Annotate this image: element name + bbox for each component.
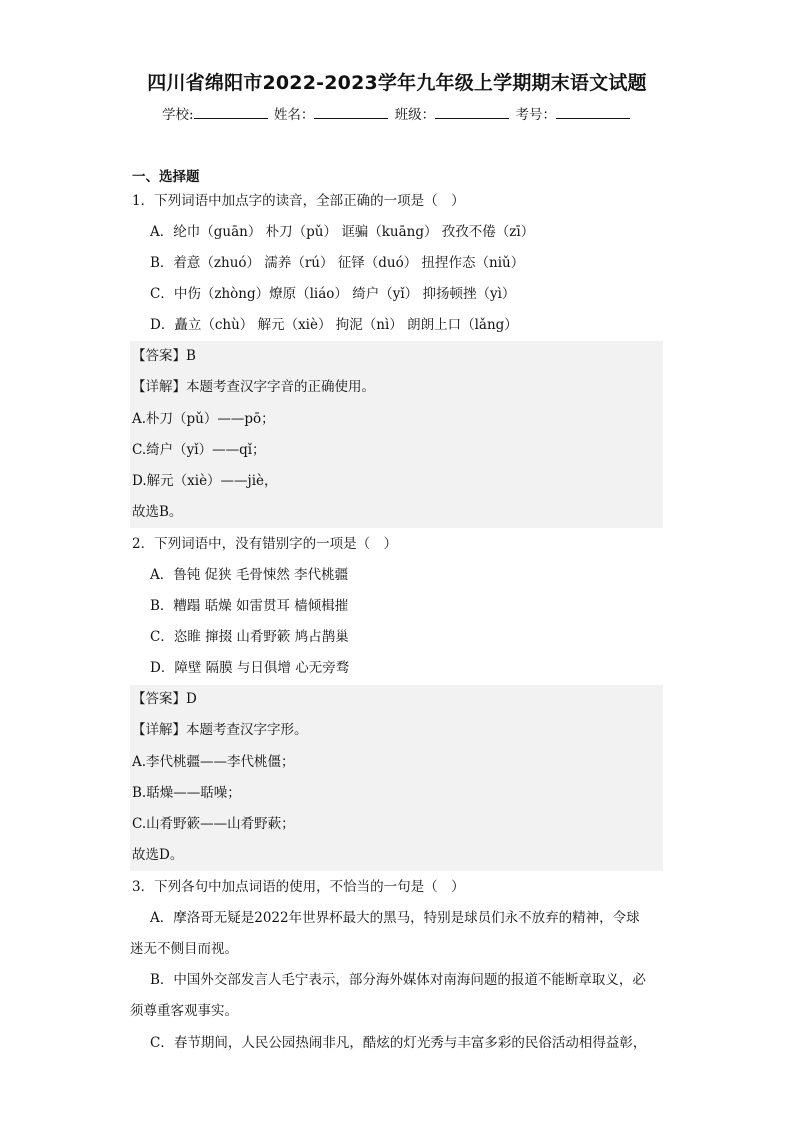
question-2-conclusion: 故选D。 <box>132 847 184 863</box>
question-3-stem: 3．下列各句中加点词语的使用，不恰当的一句是（ ） <box>132 879 465 895</box>
question-2-detail: 【详解】本题考查汉字字形。 <box>132 722 308 738</box>
number-label: 考号： <box>515 107 556 123</box>
question-2-stem: 2．下列词语中，没有错别字的一项是（ ） <box>132 536 398 552</box>
question-2-detail-c: C.山肴野簌——山肴野蔌； <box>132 816 295 832</box>
question-2-option-c: C．恣睢 撺掇 山肴野簌 鸠占鹊巢 <box>150 629 349 645</box>
name-label: 姓名： <box>273 107 315 123</box>
question-2-detail-b: B.聒燥——聒噪； <box>132 785 241 801</box>
question-3-option-b-line2: 须尊重客观事实。 <box>130 1003 238 1019</box>
page-title: 四川省绵阳市2022-2023学年九年级上学期期末语文试题 <box>147 72 647 94</box>
question-2-detail-a: A.李代桃疆——李代桃僵； <box>132 754 295 770</box>
question-3-option-b-line1: B．中国外交部发言人毛宁表示，部分海外媒体对南海问题的报道不能断章取义，必 <box>150 972 646 988</box>
student-info-line <box>0 103 794 123</box>
question-1-answer-box <box>130 341 663 528</box>
question-1-option-d: D．矗立（chù） 解元（xiè） 拘泥（nì） 朗朗上口（lǎng） <box>150 317 518 333</box>
question-1-answer: 【答案】B <box>132 348 196 364</box>
question-2-answer-box <box>130 685 663 871</box>
question-1-option-b: B．着意（zhuó） 濡养（rú） 征铎（duó） 扭捏作态（niǔ） <box>150 255 525 271</box>
question-3-option-c-line1: C．春节期间，人民公园热闹非凡，酷炫的灯光秀与丰富多彩的民俗活动相得益彰， <box>150 1035 647 1051</box>
question-1-stem: 1．下列词语中加点字的读音，全部正确的一项是（ ） <box>132 193 465 209</box>
question-2-answer: 【答案】D <box>132 691 197 707</box>
question-3-option-a-line2: 迷无不侧目而视。 <box>130 941 238 957</box>
question-1-detail-a: A.朴刀（pǔ）——pō； <box>132 411 275 427</box>
class-blank[interactable] <box>435 106 509 119</box>
school-blank[interactable] <box>194 106 268 119</box>
question-1-detail-d: D.解元（xiè）——jiè， <box>132 473 278 489</box>
question-1-detail-c: C.绮户（yǐ）——qǐ； <box>132 442 266 458</box>
question-1-option-c: C．中伤（zhòng）燎原（liáo） 绮户（yǐ） 抑扬顿挫（yì） <box>150 286 516 302</box>
question-1-conclusion: 故选B。 <box>132 504 183 520</box>
question-2-option-d: D．障壁 隔膜 与日俱增 心无旁骛 <box>150 660 350 676</box>
section-heading: 一、选择题 <box>132 169 200 185</box>
question-3-option-a-line1: A．摩洛哥无疑是2022年世界杯最大的黑马，特别是球员们永不放弃的精神，令球 <box>150 910 640 926</box>
question-2-option-b: B．糟蹋 聒燥 如雷贯耳 樯倾楫摧 <box>150 598 349 614</box>
question-2-option-a: A．鲁钝 促狭 毛骨悚然 李代桃疆 <box>150 567 349 583</box>
question-1-option-a: A．纶巾（guān） 朴刀（pǔ） 诓骗（kuāng） 孜孜不倦（zī） <box>150 224 535 240</box>
school-label: 学校: <box>162 107 194 123</box>
question-1-detail: 【详解】本题考查汉字字音的正确使用。 <box>132 379 375 395</box>
class-label: 班级： <box>394 107 436 123</box>
name-blank[interactable] <box>314 106 388 119</box>
number-blank[interactable] <box>556 106 630 119</box>
